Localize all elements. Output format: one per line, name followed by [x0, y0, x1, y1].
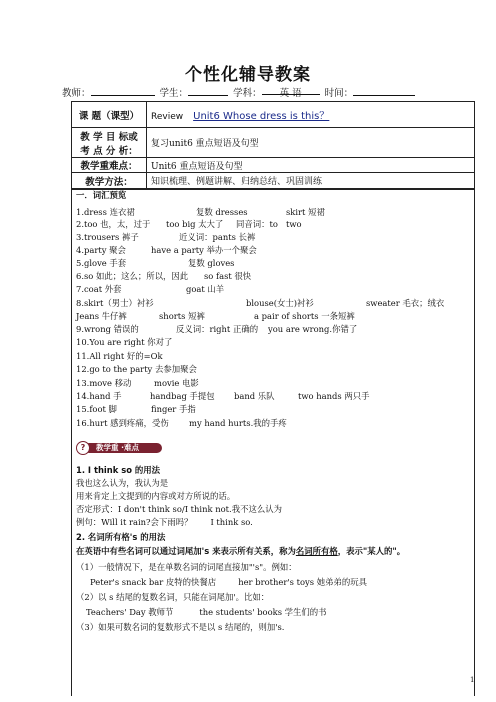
key-points-badge: [76, 441, 164, 455]
grammar-example: [76, 517, 253, 527]
student-blank: [188, 86, 228, 96]
vocab-entry: 10.You are right 你对了: [76, 337, 173, 347]
possessive-intro: [76, 546, 405, 556]
vocab-entry: so fast 很快: [204, 271, 252, 281]
goal-label: [72, 128, 147, 158]
example-question: 例句：Will it rain?会下雨吗？: [76, 517, 193, 527]
vocab-entry: sweater 毛衣；绒衣: [366, 298, 445, 308]
vocab-entry: 12.go to the party 去参加聚会: [76, 364, 197, 374]
vocab-entry: goat 山羊: [186, 284, 225, 294]
vocab-entry: 9.wrong 错误的: [76, 324, 139, 334]
rule-1-examples: [76, 577, 367, 587]
vocab-row: [76, 324, 471, 334]
vocab-entry: 15.foot 脚: [76, 404, 117, 414]
rule-2-example-b: the students' books 学生们的书: [199, 607, 327, 617]
question-icon: ?: [76, 441, 90, 455]
vocab-entry: 同音词：to: [236, 219, 278, 229]
vocab-row: [76, 258, 471, 268]
vocab-entry: 3.trousers 裤子: [76, 232, 139, 242]
time-blank: [353, 86, 415, 96]
vocab-entry: have a party 举办一个聚会: [151, 245, 257, 255]
vocab-entry: Jeans 牛仔裤: [76, 311, 127, 321]
possessive-intro-pre: 在英语中有些名词可以通过词尾加's 来表示所有关系，称为: [76, 546, 296, 556]
grammar-heading-1: 1. I think so 的用法: [76, 465, 161, 475]
rule-1-example-a: Peter's snack bar 皮特的快餐店: [90, 577, 217, 587]
vocab-row: [76, 298, 471, 308]
time-label: 时间：: [324, 88, 354, 99]
vocab-entry: 16.hurt 感到疼痛，受伤: [76, 418, 169, 428]
possessive-term: 名词所有格: [295, 546, 338, 556]
vocab-entry: shorts 短裤: [159, 311, 205, 321]
vocab-entry: you are wrong.你错了: [268, 324, 358, 334]
vocab-row: [76, 232, 471, 242]
topic-prefix: Review: [151, 112, 184, 122]
vocab-row: [76, 351, 471, 361]
topic-label: 课 题（课型）: [72, 102, 147, 128]
vocab-entry: band 乐队: [234, 391, 275, 401]
subject-value: 英 语: [262, 85, 320, 95]
vocab-entry: 近义词：pants 长裤: [179, 232, 256, 242]
vocab-row: [76, 418, 471, 428]
vocab-entry: 6.so 如此；这么；所以，因此: [76, 271, 189, 281]
topic-value: [147, 102, 475, 128]
vocab-row: [76, 311, 471, 321]
vocab-row: [76, 207, 471, 217]
vocab-entry: two hands 两只手: [298, 391, 370, 401]
grammar-line-1: 我也这么认为，我认为是: [76, 478, 169, 488]
goal-label-line1: 教 学 目 标或: [80, 131, 138, 143]
badge-label: 教学重 ·难点: [96, 443, 139, 452]
key-value: Unit6 重点短语及句型: [147, 158, 475, 173]
vocab-entry: 复数 dresses: [196, 207, 248, 217]
vocab-entry: 4.party 聚会: [76, 245, 126, 255]
vocab-entry: handbag 手提包: [150, 391, 215, 401]
rule-1-example-b: her brother's toys 她弟弟的玩具: [238, 577, 367, 587]
vocab-entry: 复数 gloves: [188, 258, 235, 268]
vocab-entry: my hand hurts.我的手疼: [189, 418, 287, 428]
rule-2-example-a: Teachers' Day 教师节: [86, 607, 174, 617]
rule-2-examples: [76, 607, 327, 617]
vocab-entry: 7.coat 外套: [76, 284, 122, 294]
vocab-entry: finger 手指: [151, 404, 196, 414]
document-title: 个性化辅导教案: [185, 65, 311, 85]
key-label: 教学重难点：: [72, 158, 147, 173]
vocab-entry: skirt 短裙: [286, 207, 325, 217]
vocab-row: [76, 271, 471, 281]
goal-value: 复习unit6 重点短语及句型: [147, 128, 475, 158]
vocab-entry: 14.hand 手: [76, 391, 122, 401]
vocab-heading: 一．词汇预览: [76, 190, 127, 200]
vocab-entry: a pair of shorts 一条短裤: [254, 311, 355, 321]
vocab-entry: two: [286, 219, 302, 229]
vocab-row: [76, 337, 471, 347]
method-value: 知识梳理、例题讲解、归纳总结、巩固训练: [147, 173, 475, 189]
vocab-row: [76, 284, 471, 294]
vocab-entry: 8.skirt（男士）衬衫: [76, 298, 154, 308]
rule-2: （2）以 s 结尾的复数名词，只能在词尾加'。比如：: [76, 592, 270, 602]
vocab-entry: 2.too 也，太，过于: [76, 219, 151, 229]
student-label: 学生：: [159, 88, 189, 99]
rule-1: （1）一般情况下，是在单数名词的词尾直接加"'s"。例如：: [76, 562, 297, 572]
vocab-entry: too big 太大了: [166, 219, 224, 229]
teacher-label: 教师：: [62, 88, 91, 99]
vocab-entry: movie 电影: [154, 378, 199, 388]
vocab-row: [76, 391, 471, 401]
vocab-entry: blouse(女士)衬衫: [246, 298, 314, 308]
vocab-row: [76, 219, 471, 229]
vocab-entry: 1.dress 连衣裙: [76, 207, 135, 217]
goal-label-line2: 考 点 分 析：: [80, 145, 138, 157]
method-label: 教学方法：: [72, 173, 147, 189]
vocab-row: [76, 364, 471, 374]
grammar-heading-2: 2. 名词所有格's 的用法: [76, 532, 166, 542]
vocab-row: [76, 378, 471, 388]
page-number: 1: [470, 676, 475, 684]
header-info: [62, 85, 442, 99]
vocab-row: [76, 404, 471, 414]
topic-unit: Unit6 Whose dress is this？: [193, 111, 330, 122]
grammar-line-3: 否定形式：I don't think so/I think not.我不这么认为: [76, 504, 282, 514]
lesson-meta-table: [71, 101, 475, 189]
possessive-intro-post: ，表示"某人的"。: [337, 546, 406, 556]
vocab-entry: 13.move 移动: [76, 378, 132, 388]
vocab-entry: 5.glove 手套: [76, 258, 127, 268]
vocab-row: [76, 245, 471, 255]
subject-label: 学科：: [233, 88, 262, 99]
teacher-blank: [91, 86, 155, 96]
example-answer: I think so.: [210, 517, 253, 527]
grammar-line-2: 用来肯定上文提到的内容或对方所说的话。: [76, 491, 236, 501]
vocab-entry: 11.All right 好的=Ok: [76, 351, 163, 361]
rule-3: （3）如果可数名词的复数形式不是以 s 结尾的，则加's.: [76, 622, 285, 632]
vocab-entry: 反义词：right 正确的: [176, 324, 259, 334]
